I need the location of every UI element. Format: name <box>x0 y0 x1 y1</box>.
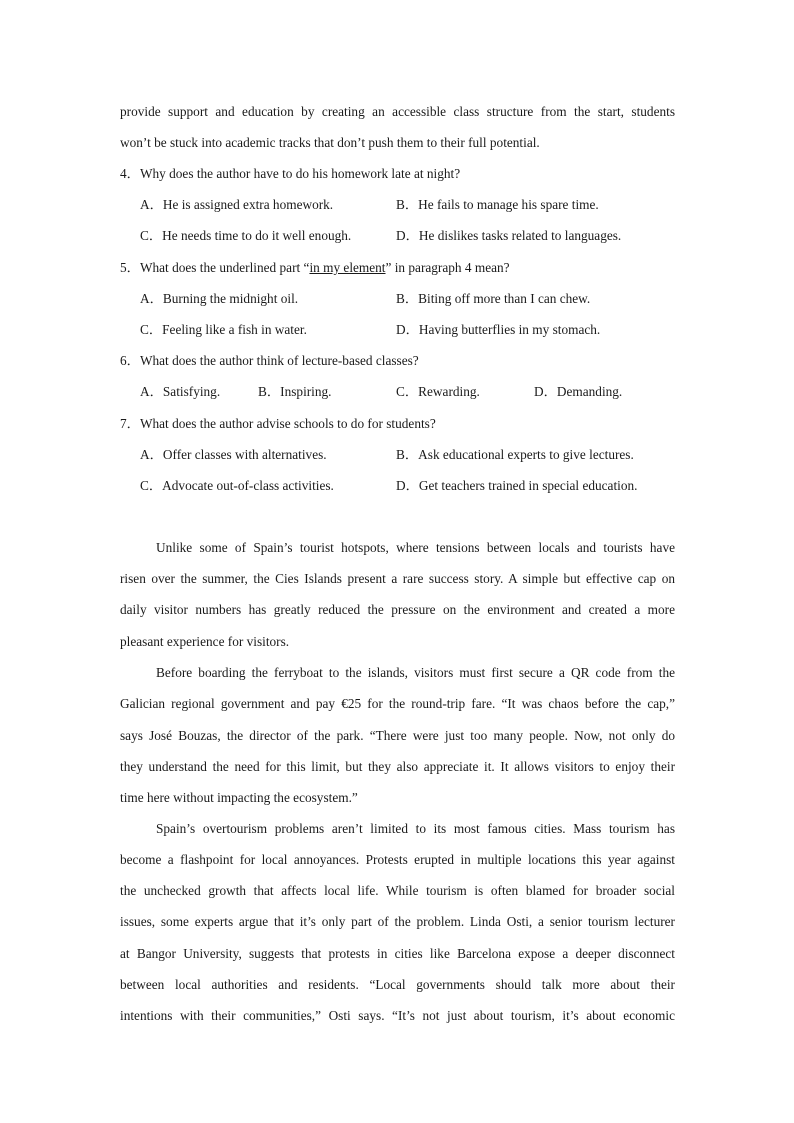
question-text: ” in paragraph 4 mean? <box>385 260 510 275</box>
text-line: pleasant experience for visitors. <box>120 634 290 649</box>
text-line: at Bangor University, suggests that protests in cities like Barcelona expose a deeper disconnect <box>120 946 675 961</box>
question-text: What does the author think of lecture-based classes? <box>139 353 419 368</box>
text-line: the unchecked growth that affects local life. While tourism is often blamed for broader social <box>120 883 675 898</box>
question-stem <box>120 164 460 184</box>
option-a: A．Satisfying. <box>140 384 221 399</box>
option-d: D．He dislikes tasks related to languages. <box>396 228 622 243</box>
option-a: A．He is assigned extra homework. <box>140 197 334 212</box>
option-c: C．Feeling like a fish in water. <box>140 322 307 337</box>
question-text: Why does the author have to do his homework late at night? <box>139 166 461 181</box>
option-c: C．He needs time to do it well enough. <box>140 228 352 243</box>
question-number: 6． <box>120 353 140 368</box>
question-number: 5． <box>120 260 140 275</box>
option-d: D．Get teachers trained in special education. <box>396 478 638 493</box>
option-b: B．Ask educational experts to give lectures. <box>396 447 634 462</box>
question-stem <box>120 351 419 371</box>
text-line: says José Bouzas, the director of the park. “There were just too many people. Now, not only do <box>120 728 675 743</box>
option-b: B．Biting off more than I can chew. <box>396 291 591 306</box>
text-line: won’t be stuck into academic tracks that don’t push them to their full potential. <box>120 135 540 150</box>
text-line: Unlike some of Spain’s tourist hotspots, where tensions between locals and tourists have <box>156 540 675 555</box>
underlined-phrase: in my element <box>309 260 386 275</box>
question-text: What does the underlined part “ <box>139 260 310 275</box>
question-number: 4． <box>120 166 140 181</box>
text-line: provide support and education by creating an accessible class structure from the start, students <box>120 104 675 119</box>
question-stem <box>120 414 436 434</box>
text-line: daily visitor numbers has greatly reduced the pressure on the environment and created a more <box>120 602 675 617</box>
text-line: intentions with their communities,” Osti says. “It’s not just about tourism, it’s about economic <box>120 1008 675 1023</box>
option-a: A．Offer classes with alternatives. <box>140 447 327 462</box>
text-line: Before boarding the ferryboat to the islands, visitors must first secure a QR code from the <box>156 665 675 680</box>
option-b: B．He fails to manage his spare time. <box>396 197 599 212</box>
text-line: between local authorities and residents. “Local governments should talk more about their <box>120 977 675 992</box>
text-line: Galician regional government and pay €25 for the round-trip fare. “It was chaos before the cap,” <box>120 696 675 711</box>
text-line: issues, some experts argue that it’s only part of the problem. Linda Osti, a senior tourism lecturer <box>120 914 675 929</box>
text-line: Spain’s overtourism problems aren’t limited to its most famous cities. Mass tourism has <box>156 821 675 836</box>
text-line: risen over the summer, the Cies Islands present a rare success story. A simple but effective cap on <box>120 571 675 586</box>
option-d: D．Demanding. <box>534 384 623 399</box>
question-number: 7． <box>120 416 140 431</box>
text-line: time here without impacting the ecosystem.” <box>120 790 358 805</box>
option-a: A．Burning the midnight oil. <box>140 291 299 306</box>
text-line: they understand the need for this limit, but they also appreciate it. It allows visitors to enjoy their <box>120 759 675 774</box>
option-c: C．Rewarding. <box>396 384 480 399</box>
option-d: D．Having butterflies in my stomach. <box>396 322 601 337</box>
text-line: become a flashpoint for local annoyances. Protests erupted in multiple locations this year against <box>120 852 675 867</box>
option-c: C．Advocate out-of-class activities. <box>140 478 334 493</box>
option-b: B．Inspiring. <box>258 384 332 399</box>
question-stem <box>120 258 510 278</box>
question-text: What does the author advise schools to do for students? <box>139 416 436 431</box>
